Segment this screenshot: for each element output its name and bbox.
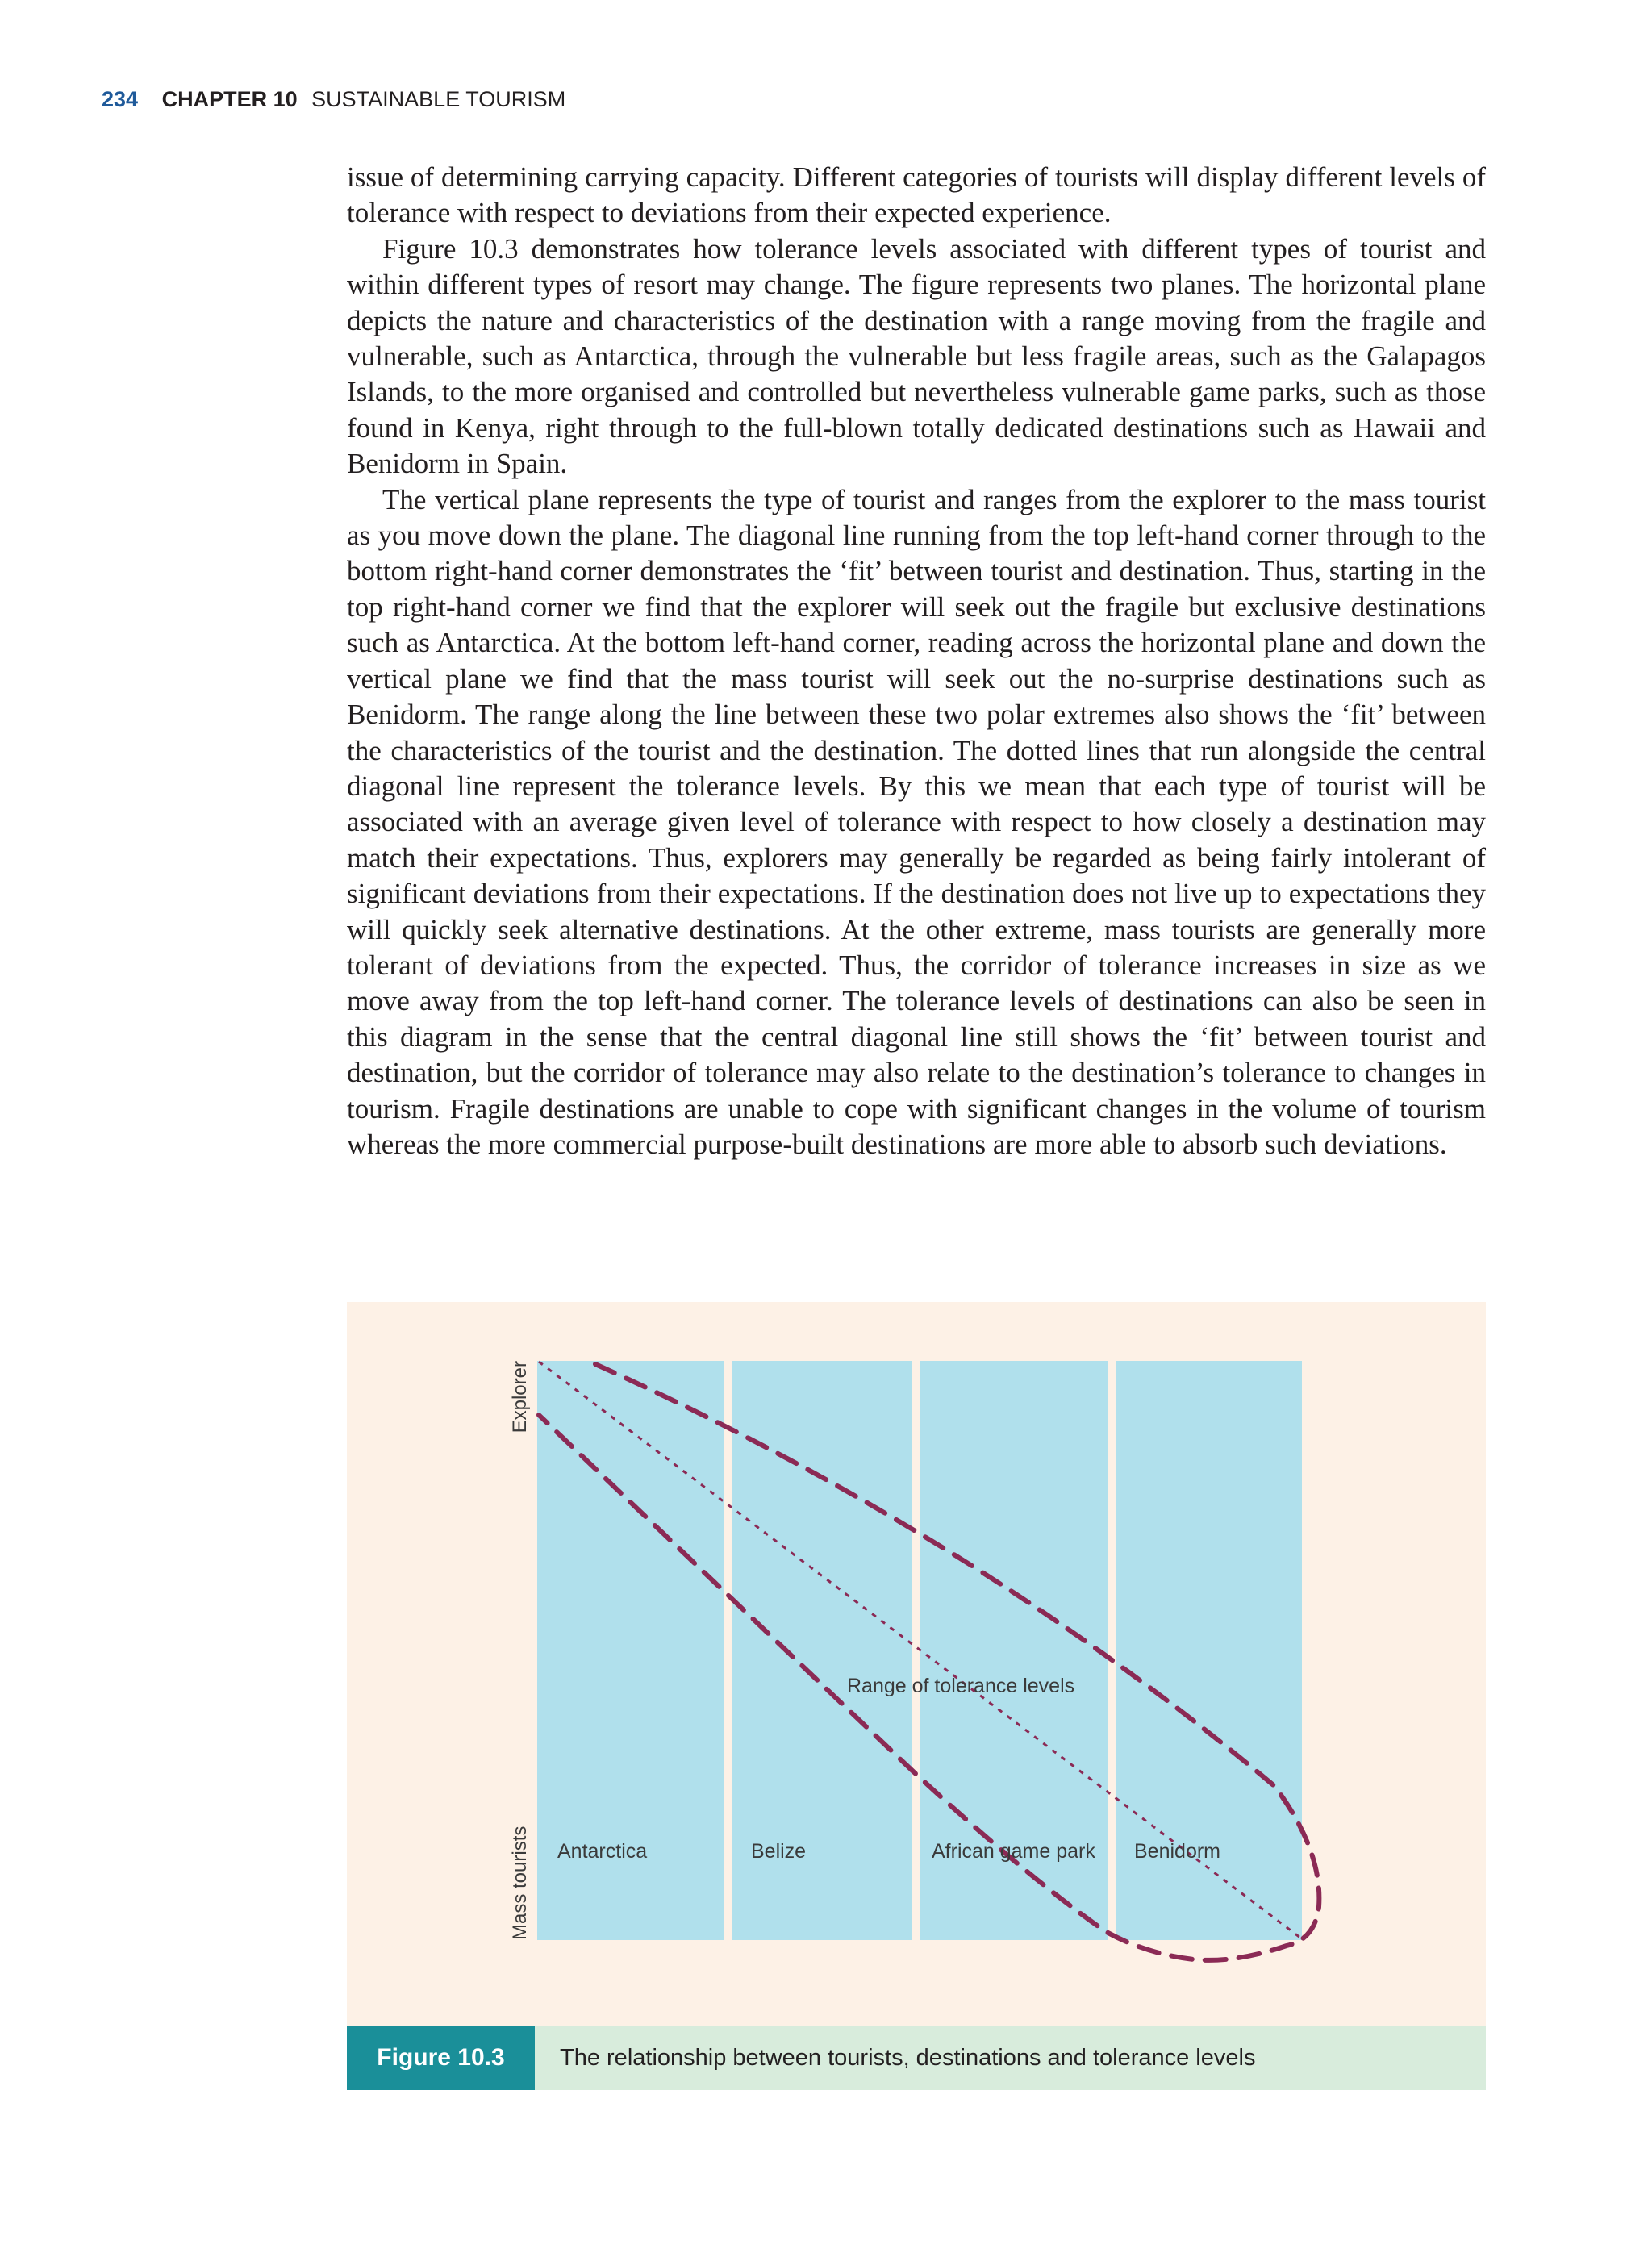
column-label-benidorm: Benidorm xyxy=(1134,1840,1220,1863)
paragraph: The vertical plane represents the type of tourist and ranges from the explorer to the mass tourist as you move down the plane. The diagonal line running from the top left-hand corner through to the bottom right-hand corner demonstrates the ‘fit’ between tourist and destination. Thus, starting in the top right-hand corner we find that the explorer will seek out the fragile but exclusive destinations such as Antarctica. At the bottom left-hand corner, reading across the horizontal plane and down the vertical plane we find that the mass tourist will seek out the no-surprise destinations such as Benidorm. The range along the line between these two polar extremes also shows the ‘fit’ between the characteristics of the tourist and the destination. The dotted lines that run alongside the central diagonal line represent the tolerance levels. By this we mean that each type of tourist will be associated with an average given level of tolerance with respect to how closely a destination may match their expectations. Thus, explorers may generally be regarded as being fairly intolerant of significant deviations from their expectations. If the destination does not live up to expectations they will quickly seek alternative destinations. At the other extreme, mass tourists are generally more tolerant of deviations from the expected. Thus, the corridor of tolerance increases in size as we move away from the top left-hand corner. The tolerance levels of destinations can also be seen in this diagram in the sense that the central diagonal line still shows the ‘fit’ between tourist and destination, but the corridor of tolerance may also relate to the destination’s tolerance to changes in tourism. Fragile destinations are unable to cope with significant changes in the volume of tourism whereas the more commercial purpose-built destinations are more able to absorb such deviations. xyxy=(347,483,1486,1160)
paragraph: Figure 10.3 demonstrates how tolerance levels associated with different types of tourist and within different types of resort may change. The figure represents two planes. The horizontal plane depicts the nature and characteristics of the destination with a range moving from the fragile and vulnerable, such as Antarctica, through the vulnerable but less fragile areas, such as the Galapagos Islands, to the more organised and controlled but nevertheless vulnerable game parks, such as those found in Kenya, right through to the full-blown totally dedicated destinations such as Hawaii and Benidorm in Spain. xyxy=(347,232,1486,480)
tolerance-diagram xyxy=(347,1302,1486,2026)
column-label-african-game-park: African game park xyxy=(932,1840,1095,1863)
figure-10-3 xyxy=(347,1302,1486,2090)
figure-caption-text: The relationship between tourists, destinations and tolerance levels xyxy=(560,2044,1256,2071)
column-label-antarctica: Antarctica xyxy=(557,1840,648,1863)
body-text xyxy=(347,160,1486,1162)
figure-caption xyxy=(347,2026,1486,2090)
range-of-tolerance-label: Range of tolerance levels xyxy=(847,1675,1075,1697)
axis-label-explorer: Explorer xyxy=(509,1361,531,1433)
running-head xyxy=(102,87,565,112)
figure-number: Figure 10.3 xyxy=(347,2026,535,2090)
paragraph: issue of determining carrying capacity. Different categories of tourists will display different levels of tolerance with respect to deviations from their expected experience. xyxy=(347,161,1486,229)
column-label-belize: Belize xyxy=(751,1840,807,1863)
chapter-title: SUSTAINABLE TOURISM xyxy=(311,87,566,111)
axis-label-mass-tourists: Mass tourists xyxy=(509,1826,531,1940)
page-number: 234 xyxy=(102,87,139,111)
chapter-label: CHAPTER 10 xyxy=(161,87,298,111)
